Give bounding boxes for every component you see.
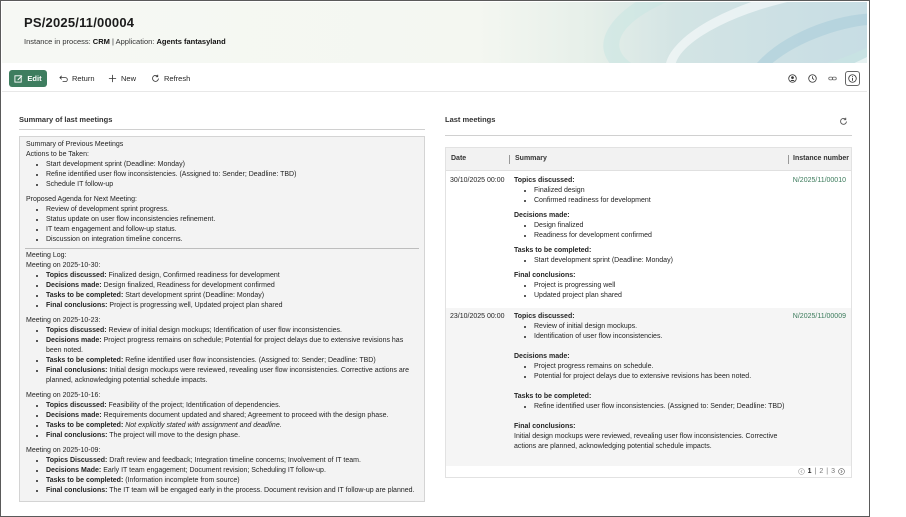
list-item: • Final conclusions: The project will move to the design phase. [46,431,418,441]
page-title: PS/2025/11/00004 [24,15,135,30]
meeting-details [46,271,418,311]
subtitle-separator: | [111,37,114,46]
new-button[interactable] [103,70,141,87]
user-circle-icon [788,74,797,83]
record-header [2,2,867,63]
history-button[interactable] [805,71,820,86]
pagination [446,466,851,478]
refresh-button[interactable] [146,70,195,87]
refresh-icon [151,74,160,83]
meeting-title: Meeting on 2025-10-09: [26,447,101,454]
list-item: • Schedule IT follow-up [46,180,418,190]
list-item: • Topics discussed: Review of initial design mockups; Identification of user flow inconsistencies. [46,326,418,336]
list-item: • Decisions made: Design finalized, Readiness for development confirmed [46,281,418,291]
table-row[interactable] [446,308,851,466]
list-item: • Tasks to be completed: Start development sprint (Deadline: Monday) [46,291,418,301]
row-summary: Topics discussed: • Finalized design • Confirmed readiness for development Decisions made: • Design finalized • Readiness for development confirmed Tasks to be completed: • Start development sprint (Deadline: Monday) Final conclusions: • Project is progressing well • Updated project plan shared [514,176,784,306]
application-label: Application: [115,37,155,46]
next-page-icon[interactable] [838,468,845,475]
actions-heading: Actions to be Taken: [26,151,89,158]
row-date: 23/10/2025 00:00 [450,313,505,320]
instance-label: Instance in process: [24,37,91,46]
divider [445,135,852,136]
meeting-title: Meeting on 2025-10-16: [26,392,101,399]
instance-value: CRM [92,37,110,46]
column-header-date[interactable]: Date [451,155,467,162]
agenda-heading: Proposed Agenda for Next Meeting: [26,196,137,203]
column-resizer[interactable] [509,155,510,164]
row-date: 30/10/2025 00:00 [450,177,505,184]
log-heading: Meeting Log: [26,252,67,259]
list-item: • Final conclusions: Project is progressing well, Updated project plan shared [46,301,418,311]
list-item: • Decisions Made: Early IT team engagement; Document revision; Scheduling IT follow-up. [46,466,418,476]
previous-page-icon[interactable] [798,468,805,475]
grid-header [446,148,851,171]
page-3-button[interactable]: 3 [831,468,835,475]
instance-link[interactable]: N/2025/11/00009 [792,313,846,320]
application-value: Agents fantasyland [156,37,226,46]
list-item: • Review of development sprint progress. [46,205,418,215]
edit-button[interactable] [9,70,47,87]
link-icon [828,74,837,83]
divider [19,129,425,130]
info-icon [848,74,857,83]
return-button[interactable] [54,70,100,87]
page-1-button[interactable]: 1 [807,468,812,475]
edit-button-label: Edit [27,74,42,83]
window-margin [870,0,906,517]
meetings-grid [445,147,852,478]
page-separator: | [826,468,829,475]
list-item: • Tasks to be completed: Refine identified user flow inconsistencies. (Assigned to: Sender; Deadline: TBD) [46,356,418,366]
followers-button[interactable] [785,71,800,86]
instance-link[interactable]: N/2025/11/00010 [792,177,846,184]
return-icon [59,74,68,83]
record-subtitle [24,37,226,46]
actions-list [46,160,418,190]
meeting-details [46,456,418,496]
new-button-label: New [121,74,137,83]
edit-icon [14,74,23,83]
column-resizer[interactable] [788,155,789,164]
info-button[interactable] [845,71,860,86]
list-item: • Discussion on integration timeline concerns. [46,235,418,245]
summary-text-box [19,136,425,502]
copy-link-button[interactable] [825,71,840,86]
list-item: • Topics discussed: Feasibility of the project; Identification of dependencies. [46,401,418,411]
divider [25,248,419,249]
meeting-title: Meeting on 2025-10-30: [26,262,101,269]
list-item: • Decisions made: Project progress remains on schedule; Potential for project delays due to extensive revisions has been noted. [46,336,418,356]
list-item: • Refine identified user flow inconsistencies. (Assigned to: Sender; Deadline: TBD) [46,170,418,180]
list-item: • Decisions made: Requirements document updated and shared; Agreement to proceed with the design phase. [46,411,418,421]
page-2-button[interactable]: 2 [819,468,824,475]
page-separator: | [814,468,817,475]
refresh-icon[interactable] [839,117,848,126]
list-item: • Tasks to be completed: (Information incomplete from source) [46,476,418,486]
meeting-title: Meeting on 2025-10-23: [26,317,101,324]
list-item: • Topics Discussed: Draft review and feedback; Integration timeline concerns; Involvement of IT team. [46,456,418,466]
return-button-label: Return [72,74,95,83]
list-item: • Start development sprint (Deadline: Monday) [46,160,418,170]
summary-section-title: Summary of last meetings [19,115,113,124]
toolbar [2,65,867,92]
agenda-list [46,205,418,245]
row-summary: Topics discussed: • Review of initial design mockups. • Identification of user flow inconsistencies. Decisions made: • Project progress remains on schedule. • Potential for project delays due to extensive revisions has been noted. Tasks to be completed: • Refine identified user flow inconsistencies. (Assigned to: Sender; Deadline: TBD) Final conclusions: Initial design mockups were reviewed, revealing user flow inconsistencies. Corrective actions are planned, acknowledging potential schedule impacts. [514,312,789,457]
last-meetings-title: Last meetings [445,115,496,124]
clock-icon [808,74,817,83]
refresh-button-label: Refresh [164,74,191,83]
list-item: • Status update on user flow inconsistencies refinement. [46,215,418,225]
column-header-instance[interactable]: Instance number [793,155,850,162]
summary-heading: Summary of Previous Meetings [26,141,124,148]
list-item: • Tasks to be completed: Not explicitly stated with assignment and deadline. [46,421,418,431]
table-row[interactable] [446,172,851,307]
list-item: • Final conclusions: Initial design mockups were reviewed, revealing user flow inconsistencies. Corrective actions are planned, acknowledging potential schedule impacts. [46,366,418,386]
list-item: • IT team engagement and follow-up status. [46,225,418,235]
meeting-details [46,401,418,441]
column-header-summary[interactable]: Summary [515,155,547,162]
list-item: • Final conclusions: The IT team will be engaged early in the process. Document revision and IT follow-up are planned. [46,486,418,496]
meeting-details [46,326,418,386]
list-item: • Topics discussed: Finalized design, Confirmed readiness for development [46,271,418,281]
plus-icon [108,74,117,83]
